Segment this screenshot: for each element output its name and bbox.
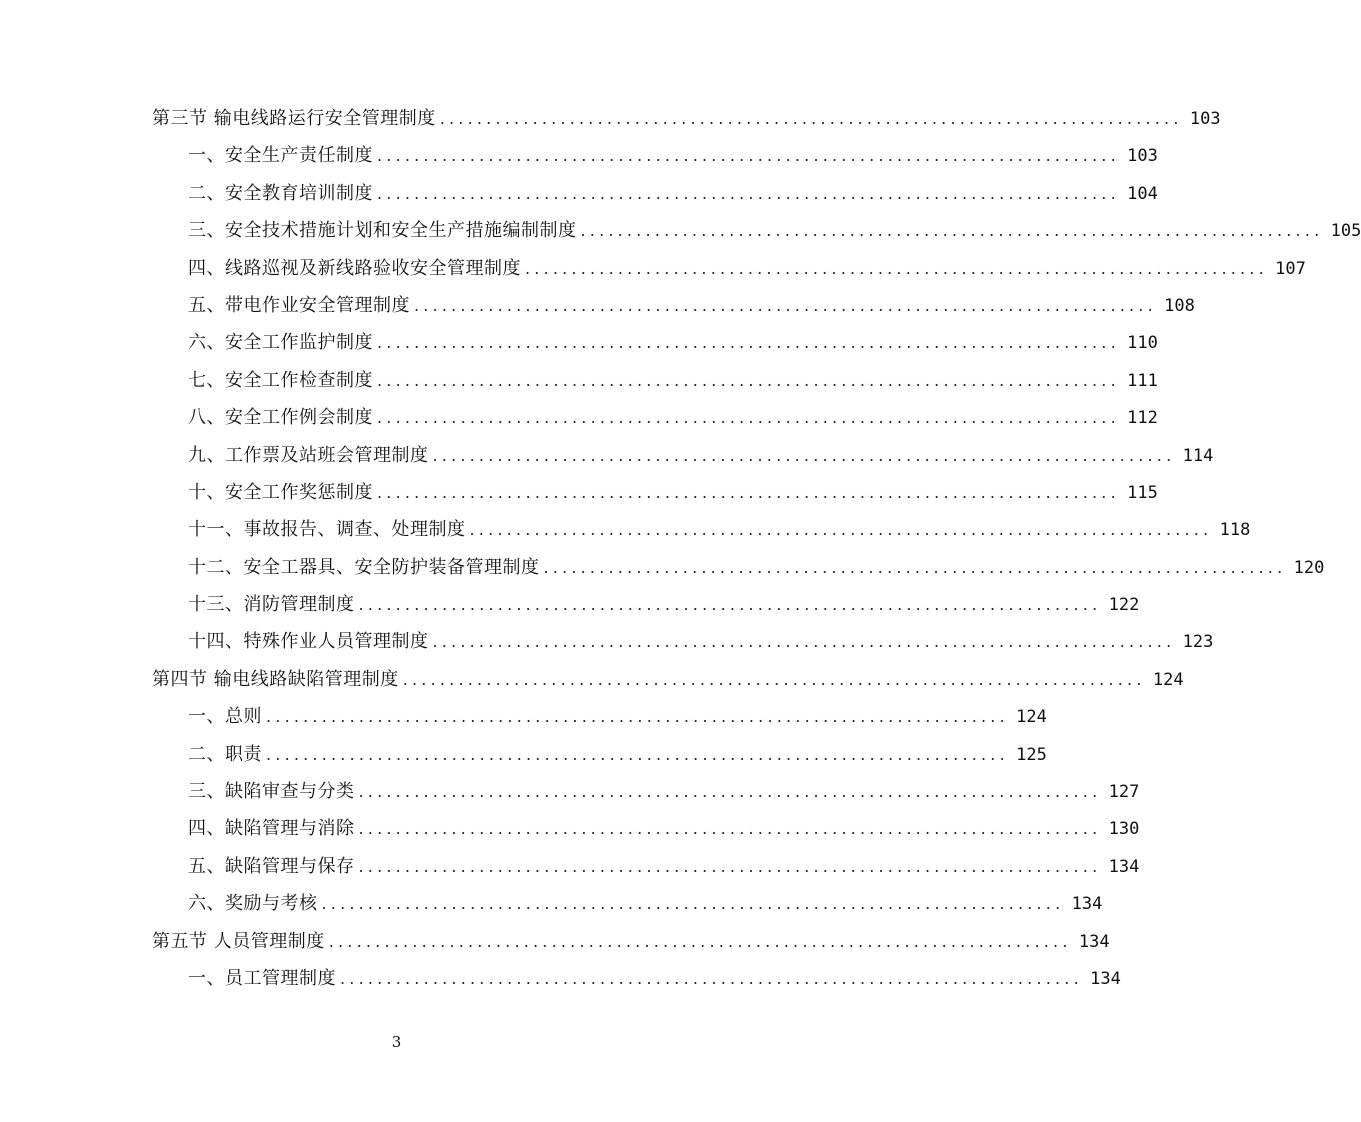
toc-entry[interactable] [152, 736, 1047, 773]
toc-entry[interactable] [152, 885, 1103, 922]
toc-entry-title: 一、总则 [188, 706, 262, 728]
page-number: 3 [391, 1033, 402, 1051]
toc-dot-leader: ................................................................................ [439, 109, 1183, 128]
toc-entry-title: 九、工作票及站班会管理制度 [188, 444, 429, 466]
toc-entry-title: 六、奖励与考核 [188, 893, 318, 915]
toc-entry[interactable] [152, 810, 1140, 847]
toc-entry-title: 十二、安全工器具、安全防护装备管理制度 [188, 556, 540, 578]
toc-entry-title: 四、线路巡视及新线路验收安全管理制度 [188, 257, 521, 279]
toc-entry-title: 五、缺陷管理与保存 [188, 855, 355, 877]
toc-entry[interactable] [152, 362, 1158, 399]
toc-entry[interactable] [152, 474, 1158, 511]
toc-entry[interactable] [152, 175, 1158, 212]
toc-dot-leader: ................................................................................ [377, 482, 1120, 502]
toc-entry-page: 105 [1330, 221, 1361, 242]
toc-dot-leader: ................................................................................ [340, 968, 1083, 988]
toc-dot-leader: ................................................................................ [266, 744, 1009, 764]
toc-dot-leader: ................................................................................ [358, 856, 1102, 876]
toc-entry-page: 134 [1071, 894, 1103, 915]
toc-entry[interactable] [152, 923, 1110, 960]
toc-entry[interactable] [152, 773, 1140, 810]
toc-entry[interactable] [152, 287, 1195, 324]
toc-dot-leader: ................................................................................ [469, 520, 1213, 540]
toc-entry-page: 114 [1182, 445, 1214, 466]
toc-entry-page: 120 [1293, 557, 1325, 578]
toc-dot-leader: ................................................................................ [358, 782, 1102, 802]
toc-entry[interactable] [152, 586, 1140, 623]
toc-entry-title: 十四、特殊作业人员管理制度 [188, 631, 429, 653]
toc-entry-page: 115 [1127, 482, 1158, 503]
toc-dot-leader: ................................................................................ [377, 146, 1120, 166]
toc-entry-title: 七、安全工作检查制度 [188, 369, 373, 391]
toc-entry[interactable] [152, 399, 1158, 436]
toc-entry-title: 十、安全工作奖惩制度 [188, 481, 373, 503]
toc-entry[interactable] [152, 848, 1140, 885]
toc-entry-title: 八、安全工作例会制度 [188, 407, 373, 429]
toc-entry[interactable] [152, 100, 1221, 137]
toc-dot-leader: ................................................................................ [525, 258, 1268, 278]
toc-entry[interactable] [152, 661, 1184, 698]
toc-dot-leader: ................................................................................ [377, 183, 1120, 203]
toc-dot-leader: ................................................................................ [414, 295, 1157, 315]
toc-entry[interactable] [152, 698, 1047, 735]
toc-dot-leader: ................................................................................ [377, 370, 1120, 390]
table-of-contents [152, 100, 1361, 997]
toc-dot-leader: ................................................................................ [358, 819, 1102, 839]
toc-entry-title: 第三节 输电线路运行安全管理制度 [152, 108, 436, 129]
toc-entry-page: 103 [1127, 146, 1158, 167]
toc-entry[interactable] [152, 212, 1361, 249]
toc-entry-title: 一、安全生产责任制度 [188, 145, 373, 167]
toc-entry-page: 122 [1108, 595, 1140, 616]
toc-entry-title: 第五节 人员管理制度 [152, 930, 325, 952]
toc-entry-page: 124 [1016, 707, 1047, 728]
toc-entry-title: 第四节 输电线路缺陷管理制度 [152, 668, 399, 690]
toc-entry-title: 五、带电作业安全管理制度 [188, 294, 410, 316]
toc-entry-title: 十三、消防管理制度 [188, 594, 355, 616]
toc-entry-title: 十一、事故报告、调查、处理制度 [188, 519, 466, 541]
toc-entry-page: 108 [1164, 295, 1195, 316]
toc-entry-title: 二、职责 [188, 743, 262, 765]
toc-entry-page: 107 [1275, 258, 1306, 279]
toc-entry-title: 三、安全技术措施计划和安全生产措施编制制度 [188, 220, 577, 242]
toc-entry[interactable] [152, 549, 1325, 586]
toc-entry[interactable] [152, 324, 1158, 361]
toc-entry-title: 四、缺陷管理与消除 [188, 818, 355, 840]
toc-entry[interactable] [152, 437, 1214, 474]
toc-entry[interactable] [152, 250, 1306, 287]
toc-dot-leader: ................................................................................ [432, 632, 1176, 652]
toc-entry-page: 134 [1108, 856, 1140, 877]
toc-entry[interactable] [152, 137, 1158, 174]
toc-entry-title: 六、安全工作监护制度 [188, 332, 373, 354]
toc-entry-title: 一、员工管理制度 [188, 967, 336, 989]
toc-dot-leader: ................................................................................ [358, 595, 1102, 615]
toc-entry[interactable] [152, 960, 1121, 997]
toc-dot-leader: ................................................................................ [580, 221, 1324, 241]
toc-entry-page: 110 [1127, 333, 1158, 354]
toc-dot-leader: ................................................................................ [377, 408, 1120, 428]
toc-entry-page: 134 [1078, 931, 1110, 952]
toc-dot-leader: ................................................................................ [432, 445, 1176, 465]
toc-dot-leader: ................................................................................ [377, 333, 1120, 353]
toc-dot-leader: ................................................................................ [321, 894, 1065, 914]
toc-entry-page: 127 [1108, 782, 1140, 803]
toc-entry-page: 118 [1219, 520, 1251, 541]
toc-entry-page: 130 [1108, 819, 1140, 840]
toc-dot-leader: ................................................................................ [266, 707, 1009, 727]
toc-entry-title: 三、缺陷审查与分类 [188, 781, 355, 803]
toc-entry-page: 112 [1127, 408, 1158, 429]
toc-entry[interactable] [152, 623, 1214, 660]
toc-entry-page: 134 [1090, 968, 1121, 989]
toc-entry-title: 二、安全教育培训制度 [188, 182, 373, 204]
toc-entry-page: 125 [1016, 744, 1047, 765]
toc-dot-leader: ................................................................................ [402, 669, 1146, 689]
toc-entry-page: 111 [1127, 370, 1158, 391]
toc-entry-page: 103 [1189, 109, 1221, 129]
toc-entry-page: 123 [1182, 632, 1214, 653]
toc-entry-page: 104 [1127, 183, 1158, 204]
toc-entry-page: 124 [1152, 669, 1184, 690]
toc-dot-leader: ................................................................................ [328, 931, 1072, 951]
toc-dot-leader: ................................................................................ [543, 557, 1287, 577]
toc-entry[interactable] [152, 511, 1251, 548]
